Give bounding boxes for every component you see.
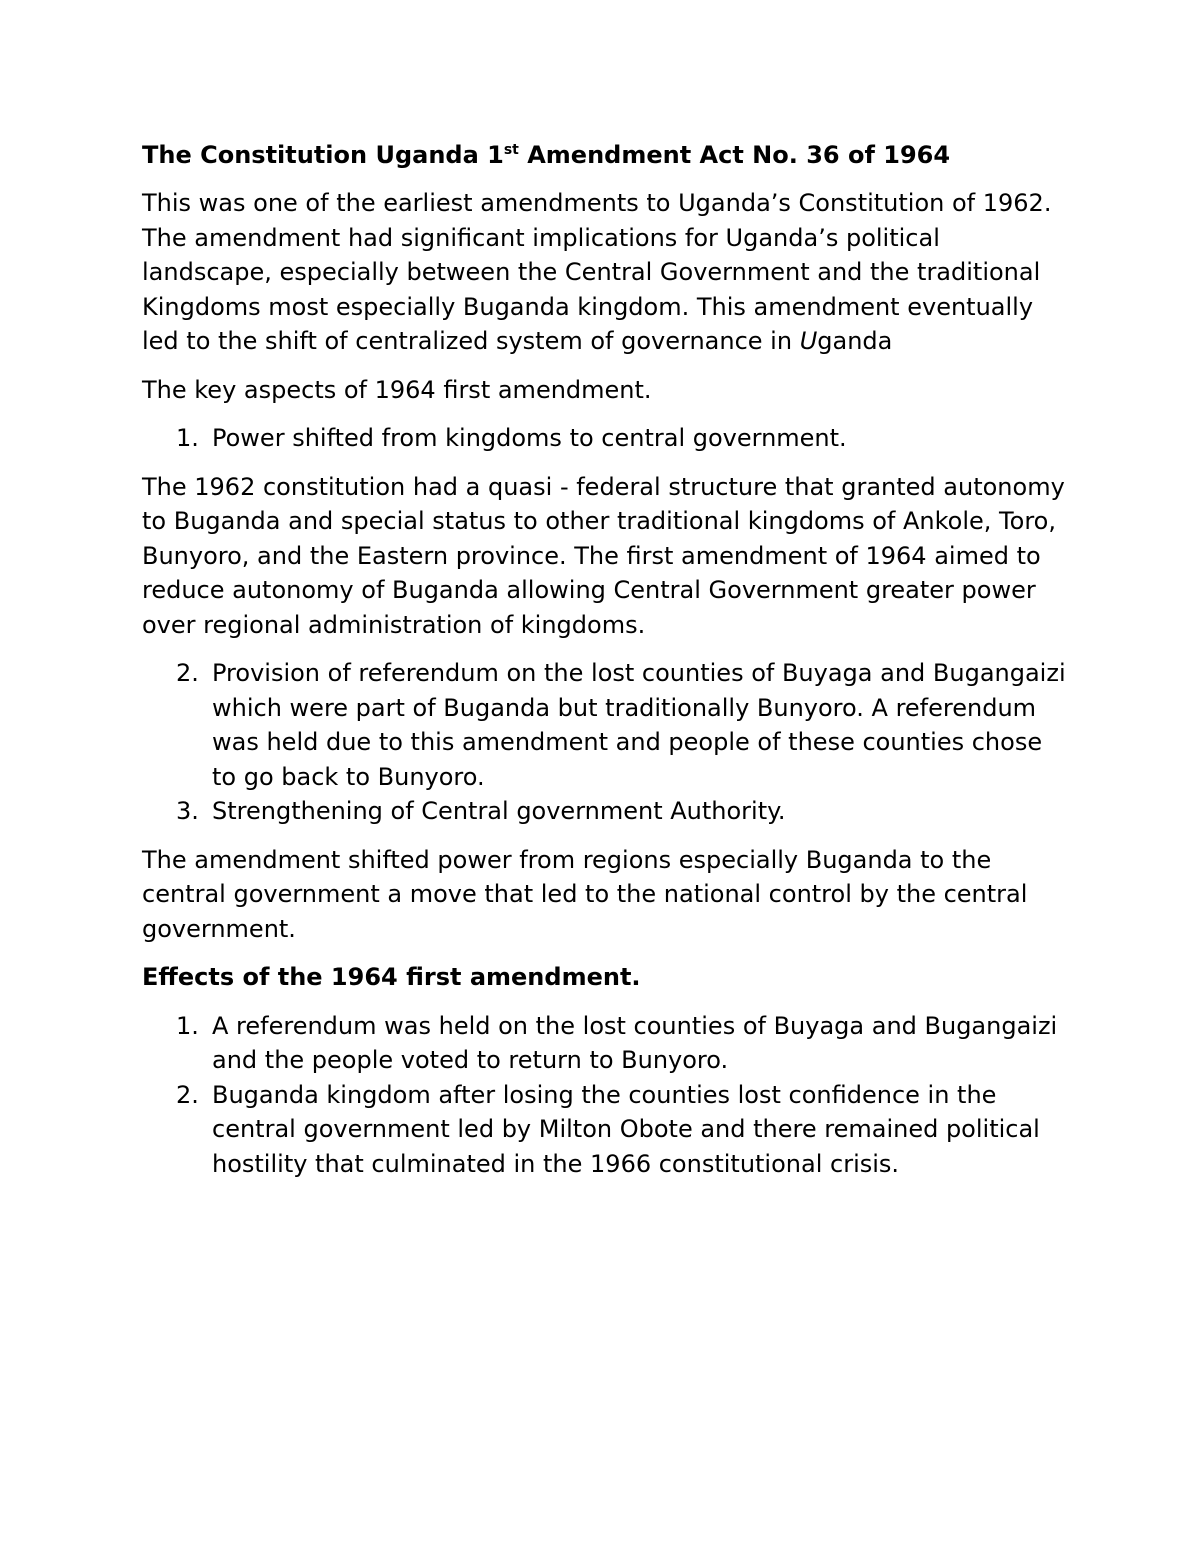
list-item-number: 1.	[176, 424, 199, 452]
list-item	[142, 1009, 1067, 1078]
key-aspects-list-2	[142, 656, 1067, 829]
list-item-text: Provision of referendum on the lost counties of Buyaga and Bugangaizi which were part of Buganda but traditionally Bunyoro. A referendum was held due to this amendment and people of these counties chose to go back to Bunyoro.	[212, 659, 1066, 791]
title-prefix: The Constitution Uganda 1	[142, 141, 504, 169]
list-item-text: Buganda kingdom after losing the counties lost confidence in the central government led by Milton Obote and there remained political hostility that culminated in the 1966 constitutional crisis.	[212, 1080, 1040, 1178]
list-item-number: 2.	[176, 659, 199, 687]
title-superscript: st	[503, 142, 519, 158]
document-title	[142, 138, 1067, 172]
list-item-text: A referendum was held on the lost counties of Buyaga and Bugangaizi and the people voted to return to Bunyoro.	[212, 1011, 1058, 1074]
key-aspects-intro: The key aspects of 1964 first amendment.	[142, 375, 652, 404]
list-item-number: 3.	[176, 797, 199, 825]
list-item-number: 2.	[176, 1080, 199, 1109]
list-item-text: Power shifted from kingdoms to central government.	[212, 424, 847, 452]
list-item	[142, 794, 1067, 829]
intro-paragraph	[142, 186, 1067, 359]
effects-heading: Effects of the 1964 first amendment.	[142, 963, 641, 991]
effects-list	[142, 1009, 1067, 1182]
list-item	[142, 1078, 1067, 1182]
list-item	[142, 421, 1067, 456]
paragraph-power-shift: The amendment shifted power from regions especially Buganda to the central government a move that led to the national control by the central government.	[142, 845, 1028, 943]
key-aspects-list-1	[142, 421, 1067, 456]
title-suffix: Amendment Act No. 36 of 1964	[518, 141, 951, 169]
paragraph-1962-constitution: The 1962 constitution had a quasi - federal structure that granted autonomy to Buganda and special status to other traditional kingdoms of Ankole, Toro, Bunyoro, and the Eastern province. The first amendment of 1964 aimed to reduce autonomy of Buganda allowing Central Government greater power over regional administration of kingdoms.	[142, 472, 1065, 639]
list-item-number: 1.	[176, 1011, 199, 1040]
intro-text-end: ganda	[817, 327, 893, 355]
document-page	[142, 138, 1067, 1195]
list-item-text: Strengthening of Central government Authority.	[212, 797, 786, 825]
intro-text: This was one of the earliest amendments to Uganda’s Constitution of 1962. The amendment had significant implications for Uganda’s political landscape, especially between the Central Government and the traditional Kingdoms most especially Buganda kingdom. This amendment eventually led to the shift of centralized system of governance in	[142, 189, 1052, 355]
list-item	[142, 656, 1067, 794]
intro-italic-letter: U	[799, 327, 818, 355]
